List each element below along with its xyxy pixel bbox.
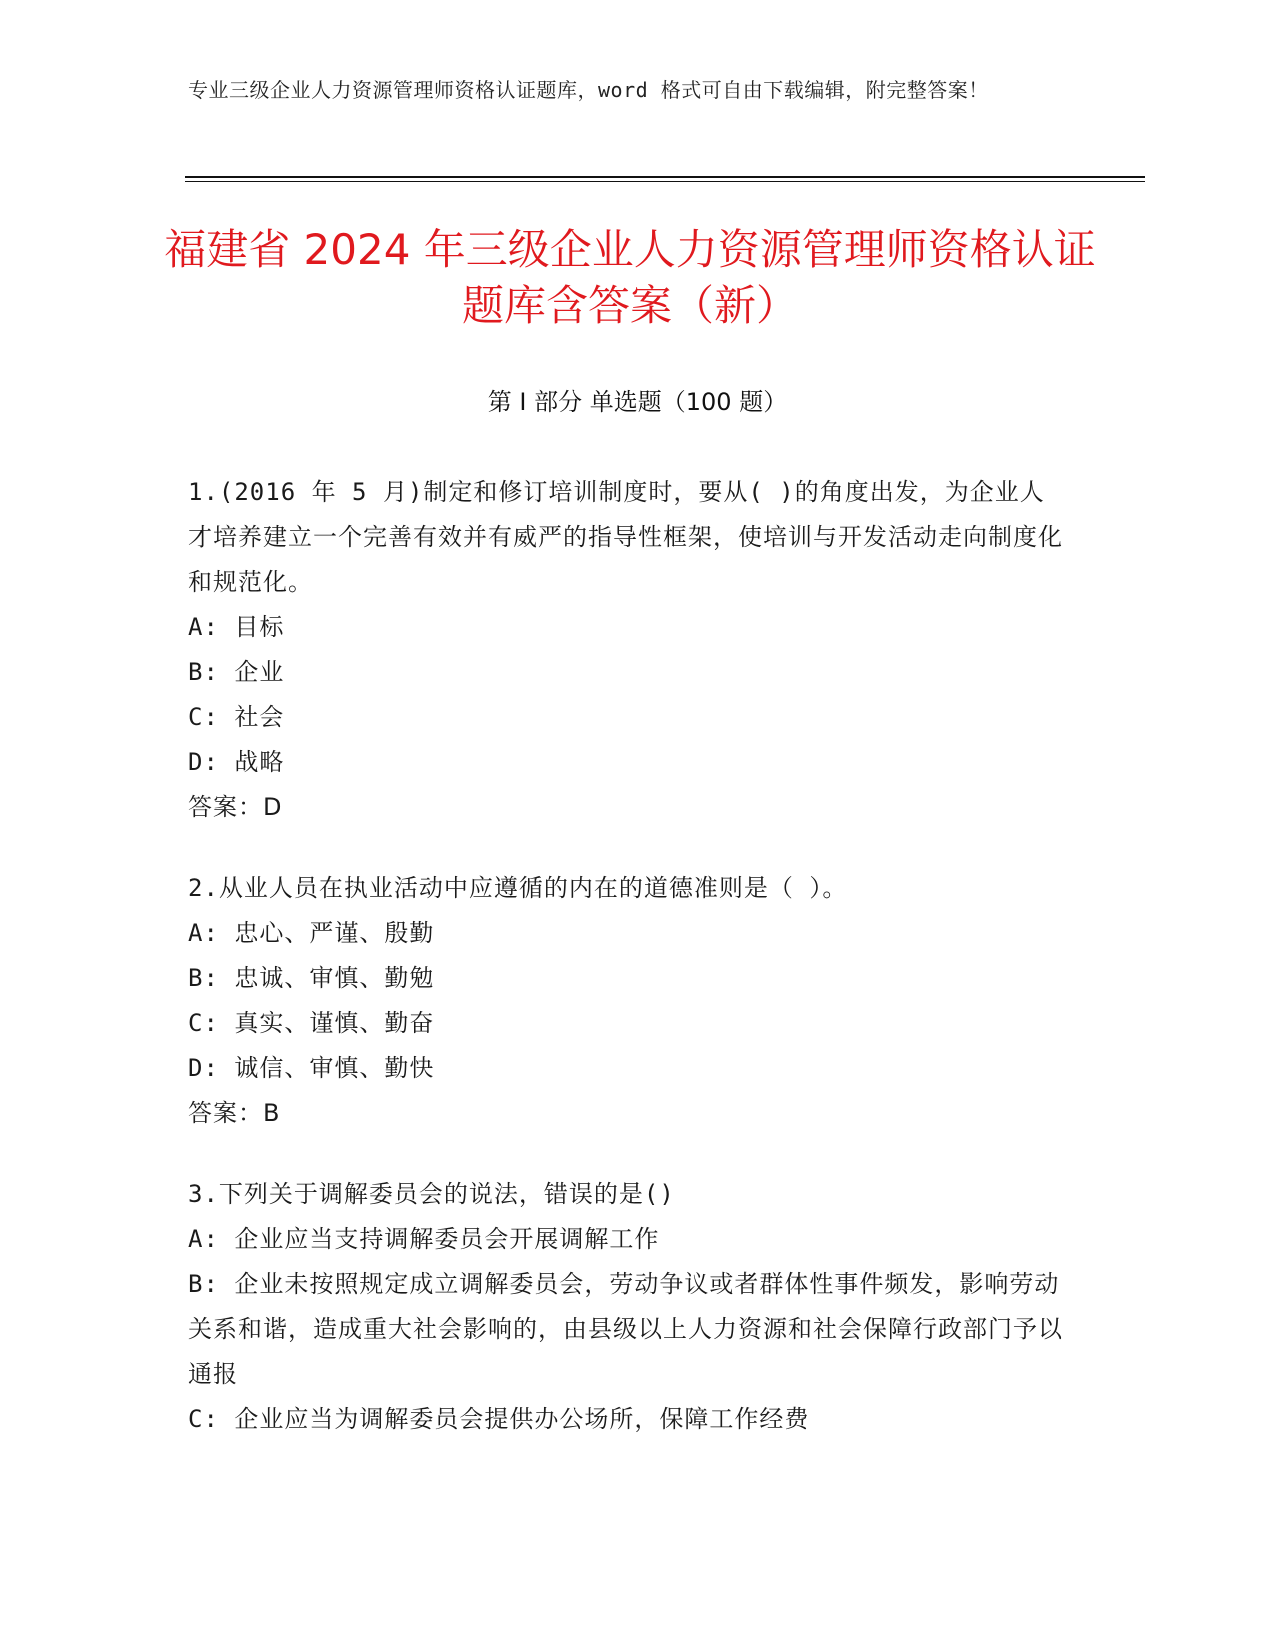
- option-text: 诚信、审慎、勤快: [234, 1054, 435, 1082]
- option-text: 忠心、严谨、殷勤: [234, 919, 435, 947]
- option-label: C:: [188, 1009, 219, 1037]
- option-b: [188, 1262, 1068, 1397]
- option-text: 真实、谨慎、勤奋: [234, 1009, 435, 1037]
- option-text: 忠诚、审慎、勤勉: [234, 964, 435, 992]
- option-text: 社会: [234, 703, 285, 731]
- option-a: [188, 911, 1068, 956]
- question-list: [188, 470, 1068, 1478]
- option-text: 企业: [234, 658, 285, 686]
- option-b: [188, 956, 1068, 1001]
- option-text: 目标: [234, 613, 285, 641]
- option-d: [188, 1046, 1068, 1091]
- option-c: [188, 1001, 1068, 1046]
- option-c: [188, 1397, 1068, 1442]
- section-title: 第 I 部分 单选题（100 题）: [487, 388, 788, 416]
- option-label: D:: [188, 1054, 219, 1082]
- option-a: [188, 1217, 1068, 1262]
- option-label: A:: [188, 919, 219, 947]
- option-text: 战略: [234, 748, 285, 776]
- header-note: 专业三级企业人力资源管理师资格认证题库，word 格式可自由下载编辑，附完整答案！: [188, 78, 989, 102]
- option-label: B:: [188, 964, 219, 992]
- header-divider: [185, 176, 1145, 178]
- question-2: [188, 866, 1068, 1136]
- option-c: [188, 695, 1068, 740]
- question-stem: 2.从业人员在执业活动中应遵循的内在的道德准则是（ ）。: [188, 874, 848, 902]
- option-text: 企业应当为调解委员会提供办公场所，保障工作经费: [234, 1405, 810, 1433]
- option-label: C:: [188, 703, 219, 731]
- answer: 答案：B: [188, 1099, 281, 1127]
- option-label: B:: [188, 1270, 219, 1298]
- option-label: A:: [188, 1225, 219, 1253]
- answer: 答案：D: [188, 793, 283, 821]
- option-text: 企业未按照规定成立调解委员会，劳动争议或者群体性事件频发，影响劳动关系和谐，造成重大社会影响的，由县级以上人力资源和社会保障行政部门予以通报: [188, 1270, 1063, 1388]
- option-b: [188, 650, 1068, 695]
- option-label: C:: [188, 1405, 219, 1433]
- document-title: 福建省 2024 年三级企业人力资源管理师资格认证题库含答案（新）: [164, 225, 1096, 330]
- question-stem: 3.下列关于调解委员会的说法，错误的是(): [188, 1180, 675, 1208]
- question-3: [188, 1172, 1068, 1442]
- option-a: [188, 605, 1068, 650]
- header-divider-thin: [185, 181, 1145, 182]
- option-text: 企业应当支持调解委员会开展调解工作: [234, 1225, 660, 1253]
- option-label: B:: [188, 658, 219, 686]
- option-d: [188, 740, 1068, 785]
- question-1: [188, 470, 1068, 830]
- question-stem: 1.(2016 年 5 月)制定和修订培训制度时，要从( )的角度出发，为企业人才培养建立一个完善有效并有威严的指导性框架，使培训与开发活动走向制度化和规范化。: [188, 478, 1063, 596]
- option-label: D:: [188, 748, 219, 776]
- option-label: A:: [188, 613, 219, 641]
